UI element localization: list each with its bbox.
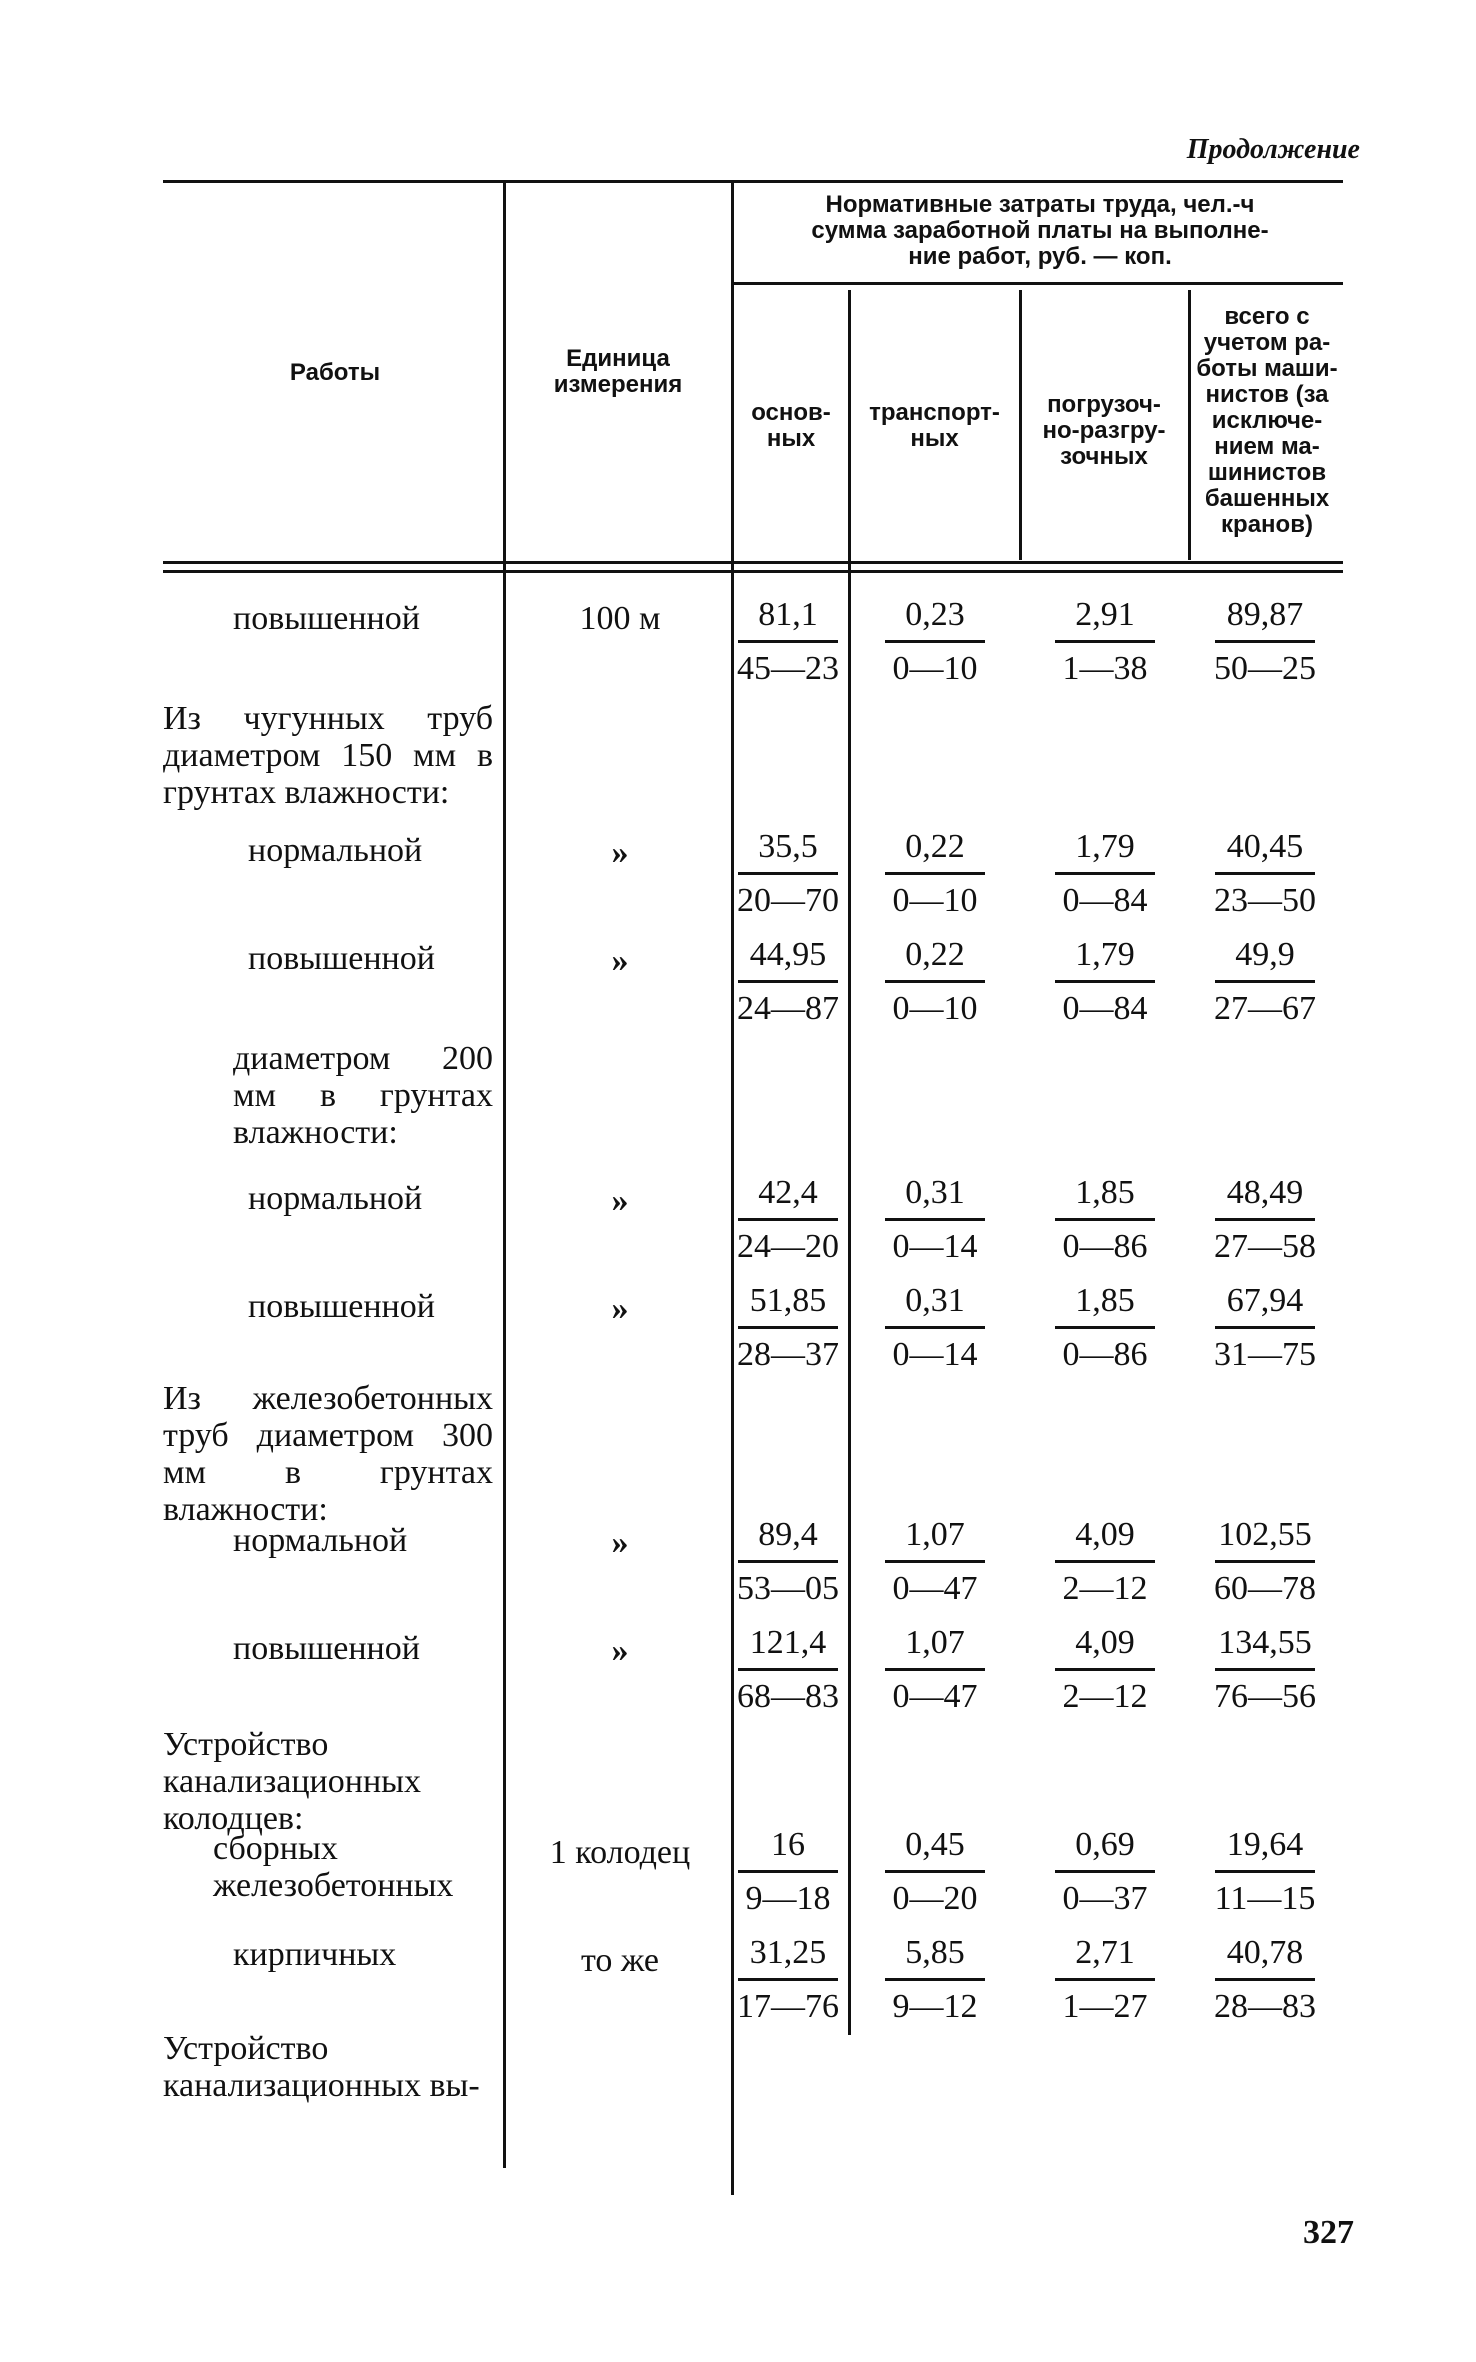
cell-transport-wage: 0—14 (892, 1228, 978, 1265)
cell-transport-value: 0,31 (860, 1174, 1010, 1211)
header-total-line: боты маши- (1196, 355, 1338, 382)
cell-total-wage: 28—83 (1214, 1988, 1316, 2025)
header-loading (1022, 392, 1186, 470)
cell-total-wage: 50—25 (1214, 650, 1316, 687)
table-top-rule (163, 180, 1343, 183)
header-group-line: сумма заработной платы на выполне- (811, 217, 1269, 244)
table-row-work: сборных железобетонных (213, 1830, 454, 1904)
header-main-line: основ- (751, 399, 831, 426)
header-group-line: ние работ, руб. — коп. (908, 243, 1172, 270)
header-group-line: Нормативные затраты труда, чел.-ч (825, 191, 1255, 218)
cell-loading-wage: 1—38 (1062, 650, 1148, 687)
cell-main-value: 81,1 (732, 596, 844, 633)
cell-total-wage: 27—58 (1214, 1228, 1316, 1265)
cell-main-value: 121,4 (732, 1624, 844, 1661)
cell-main-wage: 45—23 (737, 650, 839, 687)
cell-loading-wage: 1—27 (1062, 1988, 1148, 2025)
cell-loading-value: 2,71 (1030, 1934, 1180, 1971)
header-bottom-rule-top (163, 561, 1343, 564)
cell-main-value: 31,25 (732, 1934, 844, 1971)
cell-main-wage: 28—37 (737, 1336, 839, 1373)
cell-total-value: 102,55 (1190, 1516, 1340, 1553)
header-main-line: ных (766, 425, 816, 452)
header-unit-line: Единица (566, 345, 670, 372)
header-work: Работы (289, 359, 381, 386)
cell-loading-value: 1,79 (1030, 936, 1180, 973)
cell-total-wage: 11—15 (1214, 1880, 1316, 1917)
cell-total-value: 40,45 (1190, 828, 1340, 865)
table-row-unit: » (611, 942, 629, 979)
cell-loading-wage: 0—37 (1062, 1880, 1148, 1917)
table-row-unit: 100 м (579, 600, 661, 637)
cell-total-value: 67,94 (1190, 1282, 1340, 1319)
cell-transport-wage: 0—14 (892, 1336, 978, 1373)
cell-main-value: 89,4 (732, 1516, 844, 1553)
header-total (1192, 304, 1342, 538)
header-loading-line: зочных (1060, 443, 1148, 470)
cell-transport-value: 0,31 (860, 1282, 1010, 1319)
header-total-line: исключе- (1211, 407, 1323, 434)
cell-transport-value: 1,07 (860, 1516, 1010, 1553)
cell-transport-value: 0,23 (860, 596, 1010, 633)
table-row-group-heading: Из чугунных труб диаметром 150 мм в грунтах влажности: (163, 700, 493, 811)
cell-main-wage: 20—70 (737, 882, 839, 919)
cell-total-value: 48,49 (1190, 1174, 1340, 1211)
table-row-work: повышенной (233, 600, 420, 637)
cell-total-wage: 23—50 (1214, 882, 1316, 919)
page-number: 327 (1303, 2214, 1354, 2251)
table-row-group-heading: Устройство канализационных колодцев: (163, 1726, 421, 1837)
col-divider-main-transport (848, 290, 851, 2035)
cell-loading-value: 2,91 (1030, 596, 1180, 633)
header-main (735, 400, 847, 452)
group-header-rule (733, 282, 1343, 285)
cell-loading-wage: 2—12 (1062, 1678, 1148, 1715)
header-total-line: кранов) (1221, 511, 1313, 538)
cell-loading-value: 0,69 (1030, 1826, 1180, 1863)
table-row-unit: то же (580, 1942, 660, 1979)
header-transport-line: ных (910, 425, 959, 452)
cell-total-value: 89,87 (1190, 596, 1340, 633)
cell-loading-wage: 0—86 (1062, 1228, 1148, 1265)
table-row-group-heading: Из железобетонных труб диаметром 300 мм в грунтах влажности: (163, 1380, 493, 1528)
cell-transport-wage: 0—10 (892, 882, 978, 919)
header-total-line: учетом ра- (1203, 329, 1331, 356)
cell-total-value: 40,78 (1190, 1934, 1340, 1971)
header-loading-line: погрузоч- (1047, 391, 1161, 418)
col-divider-work-unit (503, 183, 506, 2168)
header-bottom-rule-bottom (163, 570, 1343, 573)
cell-total-value: 49,9 (1190, 936, 1340, 973)
cell-loading-value: 4,09 (1030, 1624, 1180, 1661)
cell-loading-wage: 0—84 (1062, 882, 1148, 919)
header-total-line: башенных (1204, 485, 1330, 512)
table-row-group-heading: диаметром 200 мм в грунтах влажности: (233, 1040, 493, 1151)
header-group-title (740, 192, 1340, 270)
cell-loading-value: 1,85 (1030, 1174, 1180, 1211)
col-divider-loading-total (1188, 290, 1191, 560)
header-total-line: шинистов (1207, 459, 1327, 486)
header-loading-line: но-разгру- (1042, 417, 1166, 444)
header-transport-line: транспорт- (869, 399, 1000, 426)
cell-main-wage: 24—20 (737, 1228, 839, 1265)
header-total-line: нием ма- (1214, 433, 1320, 460)
cell-transport-wage: 0—20 (892, 1880, 978, 1917)
cell-main-wage: 53—05 (737, 1570, 839, 1607)
cell-transport-value: 0,22 (860, 936, 1010, 973)
header-total-line: всего с (1224, 303, 1310, 330)
cell-transport-wage: 0—10 (892, 650, 978, 687)
cell-transport-value: 1,07 (860, 1624, 1010, 1661)
table-row-unit: » (611, 1632, 629, 1669)
cell-transport-value: 0,45 (860, 1826, 1010, 1863)
cell-loading-wage: 2—12 (1062, 1570, 1148, 1607)
cell-transport-wage: 0—47 (892, 1678, 978, 1715)
cell-main-value: 35,5 (732, 828, 844, 865)
cell-main-value: 51,85 (732, 1282, 844, 1319)
cell-main-wage: 24—87 (737, 990, 839, 1027)
table-row-work: повышенной (248, 1288, 435, 1325)
table-row-work: повышенной (248, 940, 435, 977)
cell-main-wage: 17—76 (737, 1988, 839, 2025)
table-row-work: повышенной (233, 1630, 420, 1667)
cell-transport-wage: 9—12 (892, 1988, 978, 2025)
cell-transport-value: 0,22 (860, 828, 1010, 865)
cell-transport-wage: 0—47 (892, 1570, 978, 1607)
table-row-unit: » (611, 1290, 629, 1327)
cell-total-wage: 31—75 (1214, 1336, 1316, 1373)
cell-total-value: 19,64 (1190, 1826, 1340, 1863)
cell-loading-value: 1,85 (1030, 1282, 1180, 1319)
cell-total-wage: 76—56 (1214, 1678, 1316, 1715)
cell-loading-value: 1,79 (1030, 828, 1180, 865)
table-row-unit: » (611, 1524, 629, 1561)
continuation-label: Продолжение (1186, 134, 1360, 165)
header-unit-line: измерения (553, 371, 683, 398)
cell-loading-value: 4,09 (1030, 1516, 1180, 1553)
cell-total-value: 134,55 (1190, 1624, 1340, 1661)
cell-main-value: 16 (732, 1826, 844, 1863)
table-row-unit: » (611, 834, 629, 871)
cell-total-wage: 27—67 (1214, 990, 1316, 1027)
cell-main-wage: 9—18 (745, 1880, 831, 1917)
table-row-unit: 1 колодец (549, 1834, 691, 1871)
table-row-work: кирпичных (233, 1936, 397, 1973)
table-row-work: нормальной (233, 1522, 408, 1559)
cell-total-wage: 60—78 (1214, 1570, 1316, 1607)
cell-loading-wage: 0—86 (1062, 1336, 1148, 1373)
cell-main-value: 44,95 (732, 936, 844, 973)
table-row-work: нормальной (248, 832, 423, 869)
cell-main-wage: 68—83 (737, 1678, 839, 1715)
cell-loading-wage: 0—84 (1062, 990, 1148, 1027)
table-row-group-heading: Устройство канализационных вы- (163, 2030, 480, 2104)
table-row-unit: » (611, 1182, 629, 1219)
cell-main-value: 42,4 (732, 1174, 844, 1211)
header-unit (508, 346, 728, 398)
header-total-line: нистов (за (1205, 381, 1329, 408)
cell-transport-wage: 0—10 (892, 990, 978, 1027)
cell-transport-value: 5,85 (860, 1934, 1010, 1971)
table-row-work: нормальной (248, 1180, 423, 1217)
header-transport (852, 400, 1017, 452)
